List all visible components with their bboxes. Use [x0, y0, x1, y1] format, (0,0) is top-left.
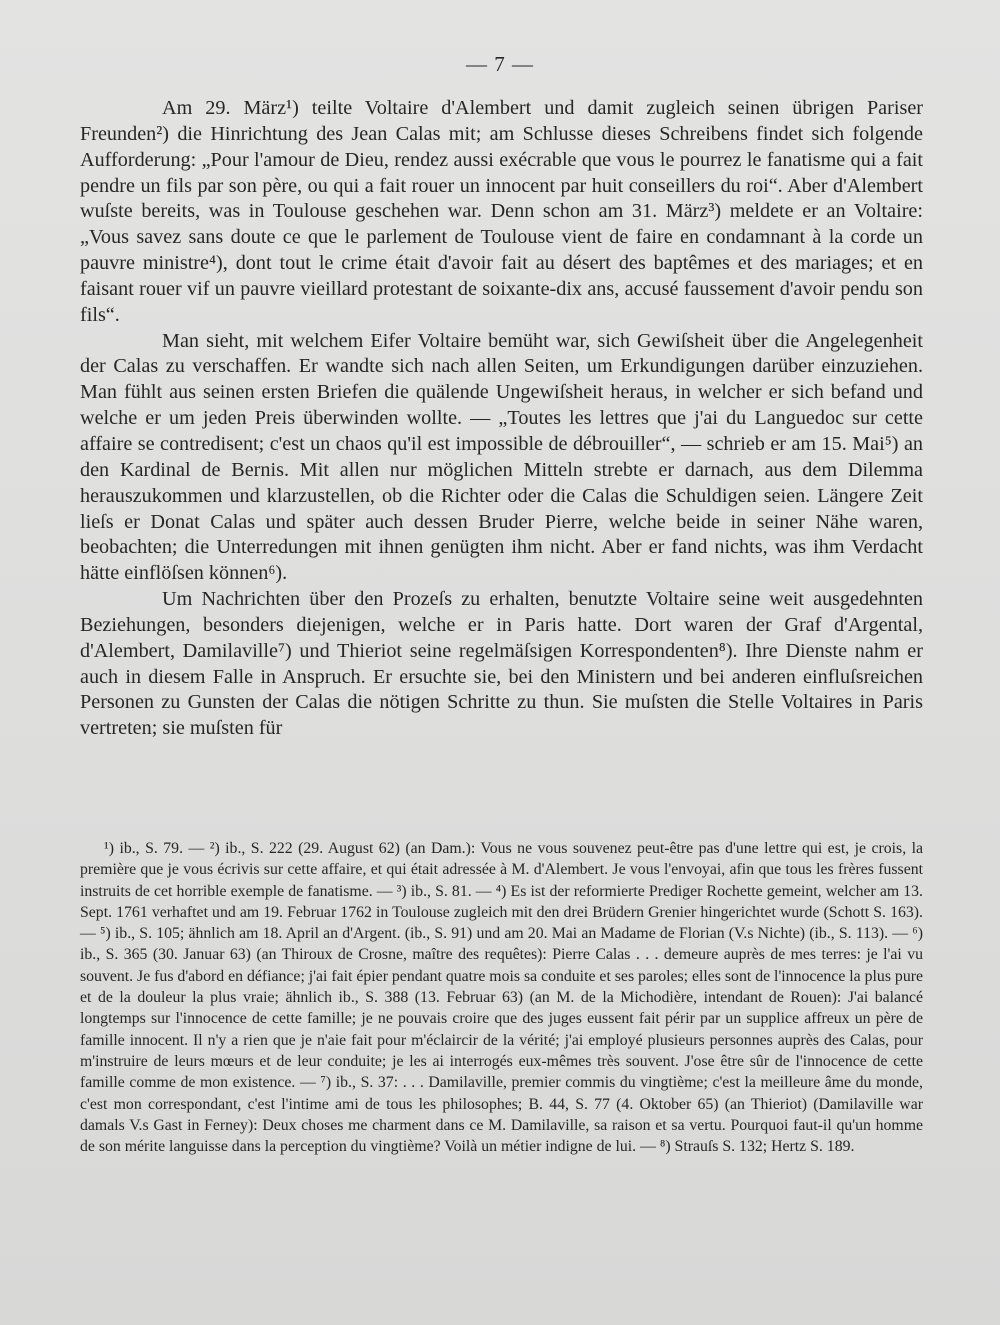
paragraph: Man sieht, mit welchem Eifer Voltaire bemüht war, sich Gewiſsheit über die Angelegenheit der Calas zu verschaffen. Er wandte sich nach allen Seiten, um Erkundigungen darüber einzuziehen. Man fühlt aus seinen ersten Briefen die quälende Ungewiſsheit heraus, in welcher er sich befand und welche er um jeden Preis überwinden wollte. — „Toutes les lettres que j'ai du Languedoc sur cette affaire se contredisent; c'est un chaos qu'il est impossible de débrouiller“, — schrieb er am 15. Mai⁵) an den Kardinal de Bernis. Mit allen nur möglichen Mitteln strebte er darnach, aus dem Dilemma herauszukommen und klarzustellen, ob die Richter oder die Calas die Schuldigen seien. Längere Zeit lieſs er Donat Calas und später auch dessen Bruder Pierre, welche beide in seiner Nähe waren, beobachten; die Unterredungen mit ihnen genügten ihm nicht. Aber er fand nichts, was ihm Verdacht hätte einflöſsen können⁶). [80, 329, 923, 585]
footnotes [80, 838, 923, 1157]
footnote-text: ¹) ib., S. 79. — ²) ib., S. 222 (29. August 62) (an Dam.): Vous ne vous souvenez peut-être pas d'une lettre qui est, je crois, la première que je vous écrivis sur cette affaire, et qui était adressée à M. d'Alembert. Je vous l'envoyai, afin que tous les frères fussent instruits de cet horrible exemple de fanatisme. — ³) ib., S. 81. — ⁴) Es ist der reformierte Prediger Rochette gemeint, welcher am 13. Sept. 1761 verhaftet und am 19. Februar 1762 in Toulouse zugleich mit den drei Brüdern Grenier hingerichtet wurde (Schott S. 163). — ⁵) ib., S. 105; ähnlich am 18. April an d'Argent. (ib., S. 91) und am 20. Mai an Madame de Florian (V.s Nichte) (ib., S. 113). — ⁶) ib., S. 365 (30. Januar 63) (an Thiroux de Crosne, maître des requêtes): Pierre Calas . . . demeure auprès de mes terres: je l'ai vu souvent. Je fus d'abord en défiance; j'ai fait épier pendant quatre mois sa conduite et ses paroles; elles sont de l'innocence la plus pure et de la douleur la plus vraie; ähnlich ib., S. 388 (13. Februar 63) (an M. de la Michodière, intendant de Rouen): J'ai balancé longtemps sur l'innocence de cette famille; je ne pouvais croire que des juges eussent fait périr par un supplice affreux un père de famille innocent. Il n'y a rien que je n'aie fait pour m'éclaircir de la vérité; j'ai employé plusieurs personnes auprès des Calas, pour m'instruire de leurs mœurs et de leur conduite; je les ai interrogés eux-mêmes très souvent. J'ose être sûr de l'innocence de cette famille comme de mon existence. — ⁷) ib., S. 37: . . . Damilaville, premier commis du vingtième; c'est la meilleure âme du monde, c'est mon correspondant, c'est l'intime ami de tous les philosophes; B. 44, S. 77 (4. Oktober 65) (an Thieriot) (Damilaville war damals V.s Gast in Ferney): Deux choses me charment dans ce M. Damilaville, sa raison et sa vertu. Pourquoi faut-il qu'un homme de son mérite languisse dans la perception du vingtième? Voilà un métier indigne de lui. — ⁸) Strauſs S. 132; Hertz S. 189. [80, 840, 923, 1156]
page-number: — 7 — [466, 52, 534, 76]
paragraph: Um Nachrichten über den Prozeſs zu erhalten, benutzte Voltaire seine weit ausgedehnten Beziehungen, besonders diejenigen, welche er in Paris hatte. Dort waren der Graf d'Argental, d'Alembert, Damilaville⁷) und Thieriot seine regelmäſsigen Korrespondenten⁸). Ihre Dienste nahm er auch in diesem Falle in Anspruch. Er ersuchte sie, bei den Ministern und bei anderen einfluſsreichen Personen zu Gunsten der Calas die nötigen Schritte zu thun. Sie muſsten die Stelle Voltaires in Paris vertreten; sie muſsten für [80, 588, 923, 740]
main-text [80, 96, 923, 742]
paragraph: Am 29. März¹) teilte Voltaire d'Alembert und damit zugleich seinen übrigen Pariser Freunden²) die Hinrichtung des Jean Calas mit; am Schlusse dieses Schreibens findet sich folgende Aufforderung: „Pour l'amour de Dieu, rendez aussi exécrable que vous le pourrez le fanatisme qui a fait pendre un fils par son père, ou qui a fait rouer un innocent par huit conseillers du roi“. Aber d'Alembert wuſste bereits, was in Toulouse geschehen war. Denn schon am 31. März³) meldete er an Voltaire: „Vous savez sans doute ce que le parlement de Toulouse vient de faire en condamnant à la corde un pauvre ministre⁴), dont tout le crime était d'avoir fait au désert des baptêmes et des mariages; et en faisant rouer vif un pauvre vieillard protestant de soixante-dix ans, accusé faussement d'avoir pendu son fils“. [80, 97, 923, 326]
